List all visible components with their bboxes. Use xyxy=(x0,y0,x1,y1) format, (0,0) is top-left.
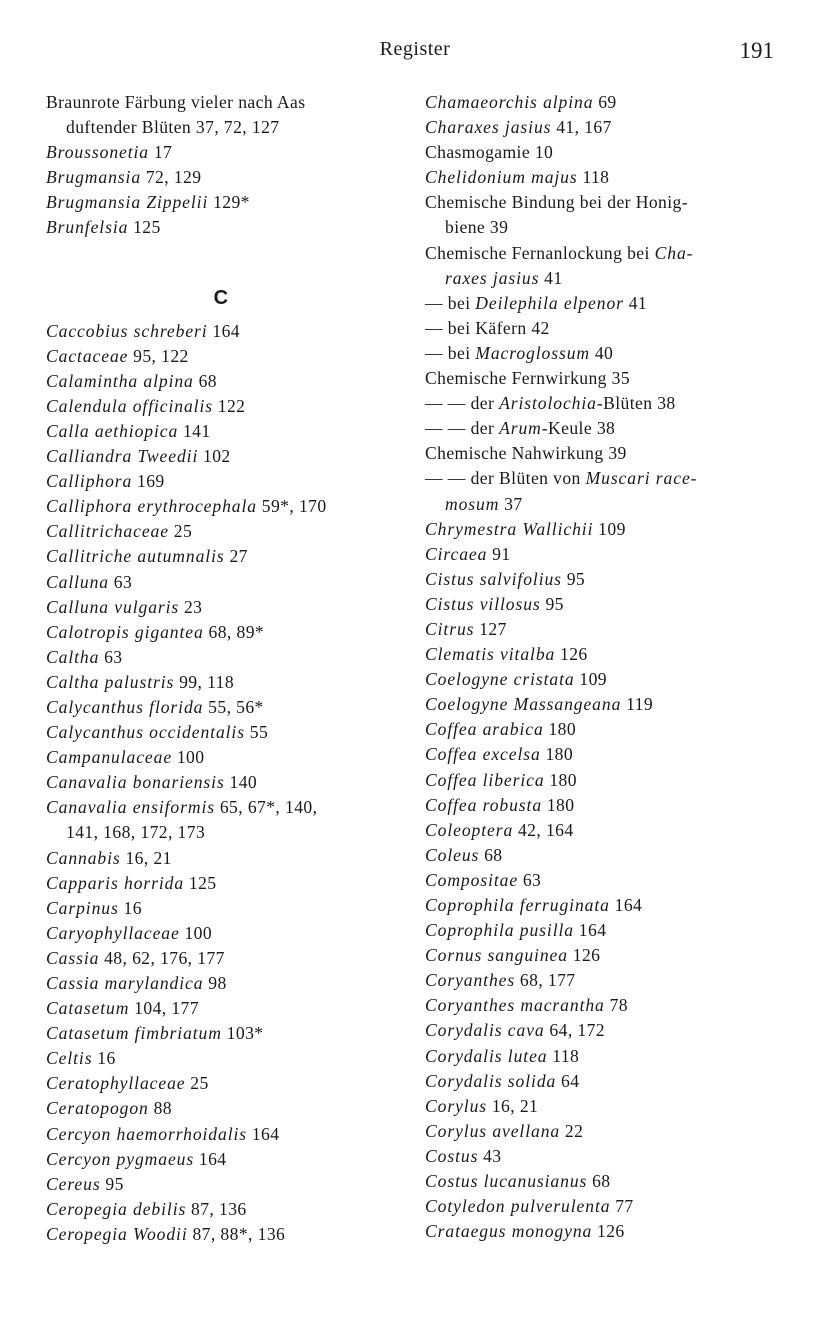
index-entry xyxy=(46,645,406,670)
entry-latin-term: Citrus xyxy=(425,618,475,639)
entry-latin-term: Cornus sanguinea xyxy=(425,945,568,966)
entry-latin-term: Calliphora xyxy=(46,471,133,492)
entry-text: 164 xyxy=(194,1148,227,1169)
entry-text: 180 xyxy=(540,744,574,765)
index-entry xyxy=(425,391,790,416)
entry-text: — bei Käfern 42 xyxy=(425,317,550,338)
entry-latin-term: Coleoptera xyxy=(425,819,514,840)
index-entry xyxy=(46,921,406,946)
entry-latin-term: Coelogyne cristata xyxy=(425,669,575,690)
entry-latin-term: Cactaceae xyxy=(46,345,129,366)
entry-text: 125 xyxy=(128,217,161,238)
entry-text: 37 xyxy=(499,493,523,514)
entry-text: 68, 177 xyxy=(515,970,576,991)
index-entries-c xyxy=(46,319,406,1247)
entry-latin-term: Cercyon pygmaeus xyxy=(46,1148,195,1169)
entry-latin-term: Calotropis gigantea xyxy=(46,621,204,642)
entry-text: 64, 172 xyxy=(544,1020,606,1041)
entry-text: 16, 21 xyxy=(120,847,172,868)
index-entry xyxy=(46,215,406,240)
entry-text: 122 xyxy=(212,395,246,416)
entry-latin-term: Calliphora erythrocephala xyxy=(46,496,257,517)
entry-latin-term: Canavalia bonariensis xyxy=(46,772,225,793)
entry-text: Chemische Nahwirkung 39 xyxy=(425,443,627,464)
entry-latin-term: Charaxes jasius xyxy=(425,117,552,138)
index-entry xyxy=(425,642,790,667)
entry-text: 68, 89* xyxy=(203,621,265,642)
entry-text: 126 xyxy=(592,1221,625,1242)
entry-latin-term: Calluna vulgaris xyxy=(46,596,180,617)
entry-text: 27 xyxy=(224,546,248,567)
index-entry xyxy=(46,165,406,190)
index-entry xyxy=(46,1197,406,1222)
entry-latin-term: Chrymestra Wallichii xyxy=(425,518,594,539)
entry-latin-term: Coelogyne Massangeana xyxy=(425,694,622,715)
entry-latin-term: Canavalia ensiformis xyxy=(46,797,216,818)
entry-text: 127 xyxy=(474,618,507,639)
entry-latin-term: Cereus xyxy=(46,1173,101,1194)
entry-text: 22 xyxy=(560,1120,584,1141)
index-entry xyxy=(46,971,406,996)
index-entry xyxy=(46,996,406,1021)
entry-latin-term: Corydalis cava xyxy=(425,1020,545,1041)
index-entry xyxy=(46,871,406,896)
index-entry xyxy=(425,466,790,491)
entry-text: 68 xyxy=(479,844,503,865)
index-entry xyxy=(425,1169,790,1194)
index-entry xyxy=(425,1219,790,1244)
entry-text: 65, 67*, 140, xyxy=(215,797,318,818)
entry-latin-term: Broussonetia xyxy=(46,142,150,163)
index-entry xyxy=(425,1094,790,1119)
entry-text: 59*, 170 xyxy=(256,496,327,517)
entry-text: 64 xyxy=(556,1070,580,1091)
index-entry xyxy=(46,820,406,845)
entry-latin-term: Coprophila pusilla xyxy=(425,920,574,941)
entry-latin-term: Costus xyxy=(425,1145,479,1166)
index-entry xyxy=(425,918,790,943)
entry-latin-term: Chelidonium majus xyxy=(425,167,578,188)
entry-latin-term: Calamintha alpina xyxy=(46,370,194,391)
index-entry xyxy=(46,190,406,215)
entry-text: 125 xyxy=(184,872,217,893)
index-entry xyxy=(425,617,790,642)
entry-latin-term: Calluna xyxy=(46,571,109,592)
entry-latin-term: Caccobius schreberi xyxy=(46,320,208,341)
entry-latin-term: Caryophyllaceae xyxy=(46,922,180,943)
entry-text: 141 xyxy=(178,420,211,441)
entry-text: 48, 62, 176, 177 xyxy=(99,947,225,968)
index-entry xyxy=(46,595,406,620)
index-entry xyxy=(46,770,406,795)
entry-text: 140 xyxy=(224,772,258,793)
entry-text: Chemische Bindung bei der Honig- xyxy=(425,192,688,213)
entry-latin-term: raxes jasius xyxy=(445,267,540,288)
index-entry xyxy=(425,1119,790,1144)
entry-text: 118 xyxy=(577,167,610,188)
entry-text: 42, 164 xyxy=(513,819,574,840)
entry-text: biene 39 xyxy=(445,217,509,238)
index-entries-b xyxy=(46,90,406,241)
entry-text: 63 xyxy=(109,571,133,592)
index-column-right xyxy=(425,90,790,1244)
entry-latin-term: Ceropegia Woodii xyxy=(46,1223,188,1244)
entry-latin-term: Catasetum fimbriatum xyxy=(46,1023,222,1044)
entry-latin-term: Calycanthus occidentalis xyxy=(46,722,245,743)
entry-latin-term: Costus lucanusianus xyxy=(425,1171,588,1192)
entry-latin-term: Chamaeorchis alpina xyxy=(425,92,594,112)
index-entry xyxy=(425,943,790,968)
entry-text: 103* xyxy=(221,1023,264,1044)
index-entry xyxy=(425,667,790,692)
index-entry xyxy=(425,241,790,266)
index-entry xyxy=(425,567,790,592)
entry-latin-term: Calycanthus florida xyxy=(46,696,204,717)
entry-latin-term: Coffea liberica xyxy=(425,769,545,790)
index-entry xyxy=(46,1096,406,1121)
entry-text: 95 xyxy=(540,593,564,614)
entry-text: 164 xyxy=(609,895,643,915)
entry-latin-term: Ceratopogon xyxy=(46,1098,149,1119)
index-entry xyxy=(425,492,790,517)
index-entry xyxy=(46,419,406,444)
index-entry xyxy=(425,893,790,918)
index-entry xyxy=(425,818,790,843)
index-entry xyxy=(46,344,406,369)
entry-text: 63 xyxy=(518,869,542,890)
entry-latin-term: Cistus villosus xyxy=(425,593,541,614)
index-entry xyxy=(425,341,790,366)
entry-text: 99, 118 xyxy=(174,671,235,692)
index-entry xyxy=(46,1222,406,1247)
entry-latin-term: Coffea excelsa xyxy=(425,744,541,765)
index-entry xyxy=(46,115,406,140)
entry-text: 87, 88*, 136 xyxy=(187,1223,286,1244)
entry-text: 119 xyxy=(621,694,654,715)
entry-text: 16 xyxy=(92,1048,116,1069)
index-entry xyxy=(46,140,406,165)
index-entry xyxy=(425,115,790,140)
index-entry xyxy=(425,90,790,115)
entry-text: 164 xyxy=(574,920,607,941)
index-entry xyxy=(46,620,406,645)
entry-text: 169 xyxy=(132,471,165,492)
entry-text: 129* xyxy=(208,192,250,213)
entry-latin-term: Crataegus monogyna xyxy=(425,1221,593,1242)
entry-latin-term: Arum xyxy=(499,418,542,439)
entry-text: 87, 136 xyxy=(186,1198,247,1219)
entry-latin-term: Coffea arabica xyxy=(425,719,544,740)
entry-text: 55, 56* xyxy=(203,696,264,717)
index-entry xyxy=(46,1172,406,1197)
entry-text: 43 xyxy=(478,1145,502,1166)
entry-latin-term: Callitrichaceae xyxy=(46,521,169,542)
index-entry xyxy=(46,1046,406,1071)
entry-latin-term: Clematis vitalba xyxy=(425,644,556,665)
entry-text: 126 xyxy=(555,644,588,665)
entry-text: 17 xyxy=(149,142,173,163)
entry-text: — — der Blüten von xyxy=(425,468,586,489)
entry-latin-term: Capparis horrida xyxy=(46,872,185,893)
index-entry xyxy=(425,416,790,441)
index-entry xyxy=(425,316,790,341)
index-entry xyxy=(46,795,406,820)
entry-latin-term: Corylus avellana xyxy=(425,1120,561,1141)
entry-latin-term: Aristolochia xyxy=(499,393,597,414)
index-entry xyxy=(46,319,406,344)
entry-latin-term: Cha- xyxy=(654,242,694,263)
index-entry xyxy=(46,745,406,770)
index-entry xyxy=(425,692,790,717)
index-entry xyxy=(46,846,406,871)
entry-text: 55 xyxy=(244,722,269,743)
entry-text: 25 xyxy=(185,1073,209,1094)
index-entry xyxy=(46,369,406,394)
index-entry xyxy=(46,1147,406,1172)
entry-text: 23 xyxy=(179,596,203,617)
index-entry xyxy=(425,190,790,215)
entry-latin-term: Brugmansia xyxy=(46,167,142,188)
entry-text: -Blüten 38 xyxy=(596,393,676,414)
entry-text: 95, 122 xyxy=(128,345,189,366)
entry-latin-term: Cotyledon pulverulenta xyxy=(425,1196,611,1217)
entry-text: 77 xyxy=(610,1196,634,1217)
entry-text: 141, 168, 172, 173 xyxy=(66,822,206,843)
index-entry xyxy=(425,1044,790,1069)
entry-text: 100 xyxy=(179,922,213,943)
entry-text: 72, 129 xyxy=(141,167,202,188)
entry-text: 95 xyxy=(561,568,586,589)
index-entry xyxy=(46,469,406,494)
index-entry xyxy=(46,1122,406,1147)
entry-text: 40 xyxy=(590,342,614,363)
entry-text: 78 xyxy=(604,995,628,1016)
entry-latin-term: Campanulaceae xyxy=(46,747,173,768)
entry-text: 95 xyxy=(100,1173,124,1194)
entry-latin-term: Caltha xyxy=(46,646,100,667)
index-entry xyxy=(46,896,406,921)
entry-latin-term: Coleus xyxy=(425,844,480,865)
entry-latin-term: Circaea xyxy=(425,543,488,564)
entry-latin-term: Corydalis solida xyxy=(425,1070,557,1091)
entry-latin-term: Coprophila ferruginata xyxy=(425,895,610,915)
entry-latin-term: Cassia xyxy=(46,947,100,968)
index-entry xyxy=(425,542,790,567)
entry-latin-term: mosum xyxy=(445,493,500,514)
entry-latin-term: Caltha palustris xyxy=(46,671,175,692)
entry-text: 180 xyxy=(544,769,577,790)
entry-latin-term: Cannabis xyxy=(46,847,121,868)
index-entry xyxy=(425,291,790,316)
entry-latin-term: Brunfelsia xyxy=(46,217,129,238)
index-entry xyxy=(425,140,790,165)
index-entry xyxy=(425,165,790,190)
entry-text: Chemische Fernwirkung 35 xyxy=(425,368,631,389)
index-entry xyxy=(46,544,406,569)
entry-text: Braunrote Färbung vieler nach Aas xyxy=(46,92,306,112)
entry-latin-term: Celtis xyxy=(46,1048,93,1069)
entry-latin-term: Ceropegia debilis xyxy=(46,1198,187,1219)
index-entry xyxy=(46,670,406,695)
index-entry xyxy=(46,394,406,419)
entry-text: 68 xyxy=(587,1171,611,1192)
entry-latin-term: Coryanthes macrantha xyxy=(425,995,605,1016)
entry-text: 104, 177 xyxy=(129,998,199,1019)
entry-latin-term: Corylus xyxy=(425,1095,488,1116)
entry-latin-term: Catasetum xyxy=(46,998,130,1019)
entry-text: 109 xyxy=(574,669,607,690)
entry-text: 41 xyxy=(623,292,648,313)
entry-text: Chemische Fernanlockung bei xyxy=(425,242,655,263)
index-entry xyxy=(46,90,406,115)
entry-latin-term: Calendula officinalis xyxy=(46,395,213,416)
entry-text: Chasmogamie 10 xyxy=(425,142,554,163)
entry-latin-term: Cassia marylandica xyxy=(46,973,204,993)
entry-latin-term: Ceratophyllaceae xyxy=(46,1073,186,1094)
index-entry xyxy=(425,868,790,893)
index-entry xyxy=(425,843,790,868)
index-entry xyxy=(425,768,790,793)
entry-latin-term: Callitriche autumnalis xyxy=(46,546,225,567)
index-entry xyxy=(425,441,790,466)
entry-text: duftender Blüten 37, 72, 127 xyxy=(66,117,280,138)
entry-text: 102 xyxy=(198,446,231,467)
entry-text: 41 xyxy=(539,267,563,288)
index-entry xyxy=(46,720,406,745)
index-entry xyxy=(46,494,406,519)
entry-latin-term: Coryanthes xyxy=(425,970,516,991)
index-entry xyxy=(425,1018,790,1043)
index-entry xyxy=(46,444,406,469)
index-entry xyxy=(425,1144,790,1169)
entry-latin-term: Carpinus xyxy=(46,897,119,918)
index-entry xyxy=(46,519,406,544)
index-entries-ch-cr xyxy=(425,90,790,1244)
index-entry xyxy=(425,1069,790,1094)
index-entry xyxy=(46,695,406,720)
entry-text: 164 xyxy=(247,1123,280,1144)
index-entry xyxy=(46,946,406,971)
running-header: Register xyxy=(379,38,451,60)
entry-latin-term: Calla aethiopica xyxy=(46,420,179,441)
index-entry xyxy=(425,215,790,240)
page-number: 191 xyxy=(739,38,774,63)
entry-latin-term: Cercyon haemorrhoidalis xyxy=(46,1123,248,1144)
index-entry xyxy=(425,366,790,391)
entry-text: 16, 21 xyxy=(487,1095,539,1116)
index-entry xyxy=(425,517,790,542)
entry-latin-term: Corydalis lutea xyxy=(425,1045,548,1066)
entry-text: 63 xyxy=(99,646,123,667)
entry-text: -Keule 38 xyxy=(541,418,616,439)
entry-latin-term: Cistus salvifolius xyxy=(425,568,562,589)
index-entry xyxy=(46,1021,406,1046)
entry-text: 100 xyxy=(172,747,205,768)
index-entry xyxy=(425,793,790,818)
entry-text: — — der xyxy=(425,418,500,439)
entry-text: 98 xyxy=(203,973,227,993)
entry-text: — bei xyxy=(425,342,476,363)
index-entry xyxy=(425,993,790,1018)
index-entry xyxy=(425,592,790,617)
entry-latin-term: Muscari race- xyxy=(585,468,698,489)
entry-latin-term: Compositae xyxy=(425,869,519,890)
entry-text: — bei xyxy=(425,292,476,313)
entry-latin-term: Macroglossum xyxy=(475,342,591,363)
letter-heading: C xyxy=(213,286,229,309)
entry-text: 118 xyxy=(547,1045,580,1066)
entry-text: 180 xyxy=(543,719,577,740)
entry-latin-term: Deilephila elpenor xyxy=(475,292,624,313)
entry-text: 164 xyxy=(207,320,240,341)
entry-text: 91 xyxy=(487,543,511,564)
entry-latin-term: Calliandra Tweedii xyxy=(46,446,199,467)
entry-text: 16 xyxy=(118,897,142,918)
entry-text: 88 xyxy=(148,1098,172,1119)
entry-text: 41, 167 xyxy=(551,117,612,138)
entry-text: 69 xyxy=(593,92,617,112)
index-entry xyxy=(46,570,406,595)
entry-text: 109 xyxy=(593,518,626,539)
entry-text: 68 xyxy=(193,370,217,391)
index-entry xyxy=(425,1194,790,1219)
index-entry xyxy=(425,266,790,291)
entry-text: 126 xyxy=(567,945,601,966)
index-column-left xyxy=(46,90,406,1247)
entry-latin-term: Coffea robusta xyxy=(425,794,543,815)
index-entry xyxy=(425,968,790,993)
entry-text: — — der xyxy=(425,393,500,414)
index-entry xyxy=(425,742,790,767)
index-entry xyxy=(46,1071,406,1096)
entry-text: 25 xyxy=(168,521,193,542)
entry-latin-term: Brugmansia Zippelii xyxy=(46,192,209,213)
index-entry xyxy=(425,717,790,742)
entry-text: 180 xyxy=(542,794,575,815)
